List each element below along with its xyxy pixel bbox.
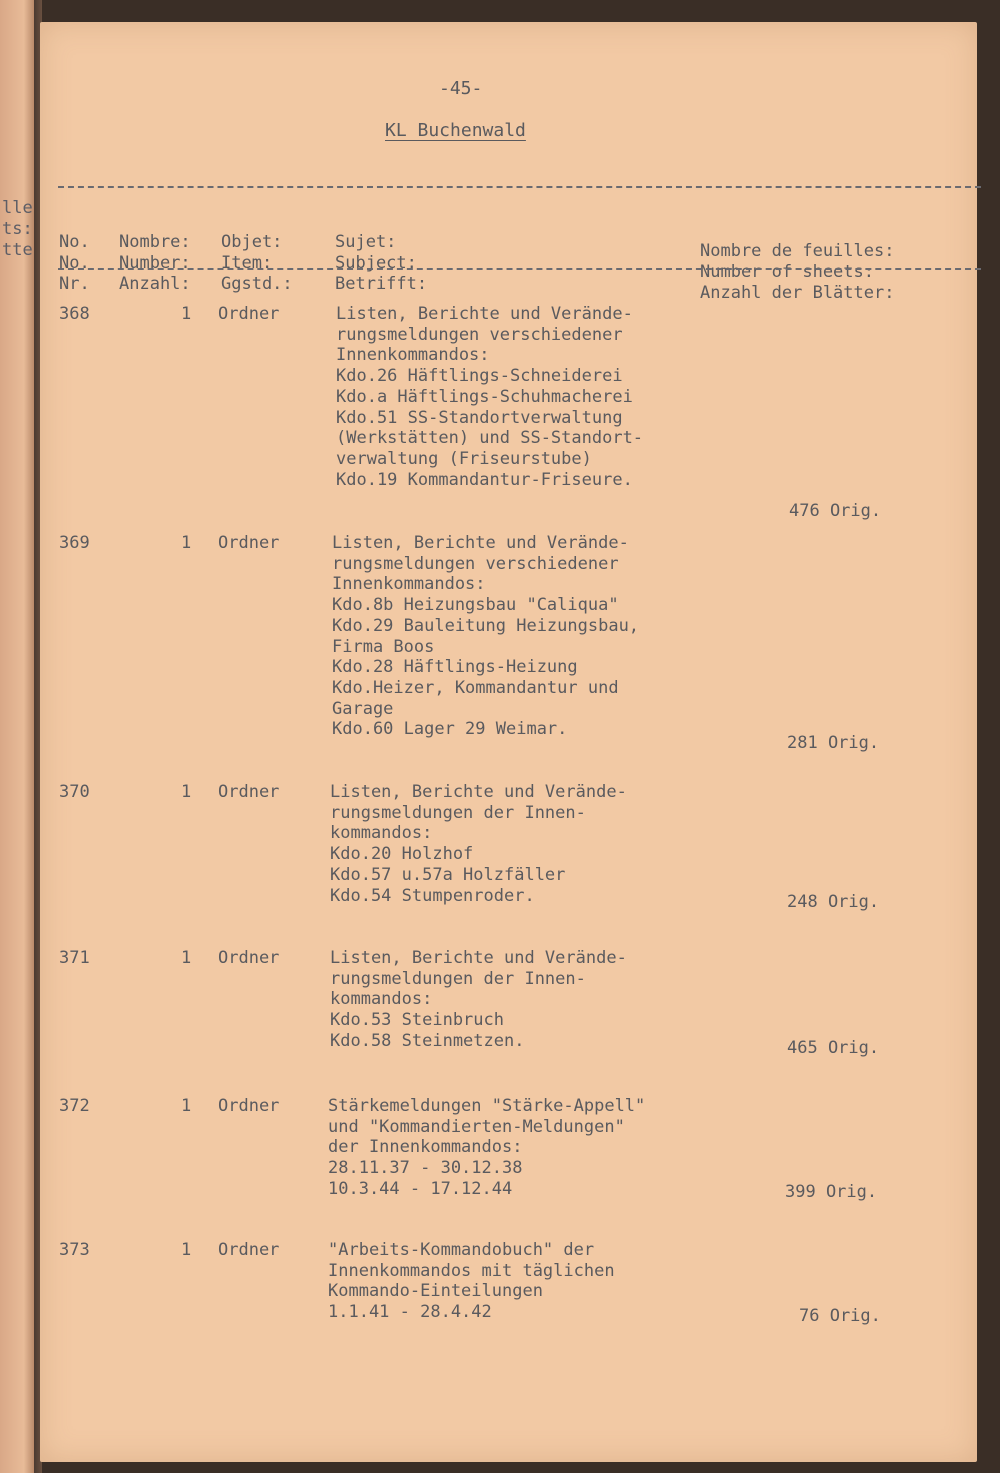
header-col-count: Nombre: Number: Anzahl: (119, 232, 191, 294)
entry-item: Ordner (218, 782, 280, 802)
page-title: KL Buchenwald (385, 120, 526, 141)
entry-count: 1 (181, 533, 192, 553)
header-col-no: No. No. Nr. (59, 232, 90, 294)
header-col-sheets: Nombre de feuilles: Number of sheets: Anzahl der Blätter: (700, 241, 895, 303)
left-page-edge (0, 0, 34, 1473)
entry-sheets: 76 Orig. (799, 1306, 881, 1326)
entry-item: Ordner (218, 948, 280, 968)
entry-number: 369 (59, 533, 90, 553)
entry-number: 373 (59, 1240, 90, 1260)
entry-sheets: 248 Orig. (787, 892, 880, 912)
entry-item: Ordner (218, 1096, 280, 1116)
header-col-subject: Sujet: Subject: Betrifft: (335, 232, 428, 294)
entry-count: 1 (181, 948, 192, 968)
header-top-rule (58, 186, 981, 188)
left-page-fragment: ts: (2, 219, 33, 239)
entry-number: 368 (59, 304, 90, 324)
entry-sheets: 465 Orig. (787, 1038, 880, 1058)
entry-subject: Listen, Berichte und Verände- rungsmeldungen verschiedener Innenkommandos: Kdo.8b Heizungsbau "Caliqua" Kdo.29 Bauleitung Heizungsbau, Firma Boos Kdo.28 Häftlings-Heizung Kdo.Heizer, Kommandantur und Garage Kdo.60 Lager 29 Weimar. (332, 533, 640, 740)
entry-number: 371 (59, 948, 90, 968)
entry-subject: Stärkemeldungen "Stärke-Appell" und "Kommandierten-Meldungen" der Innenkommandos: 28.11.37 - 30.12.38 10.3.44 - 17.12.44 (328, 1096, 646, 1199)
entry-number: 370 (59, 782, 90, 802)
page-number: -45- (439, 78, 483, 99)
entry-count: 1 (181, 1096, 192, 1116)
entry-item: Ordner (218, 304, 280, 324)
entry-subject: Listen, Berichte und Verände- rungsmeldungen der Innen- kommandos: Kdo.53 Steinbruch Kdo.58 Steinmetzen. (330, 948, 627, 1051)
header-col-item: Objet: Item: Ggstd.: (221, 232, 293, 294)
entry-sheets: 476 Orig. (789, 501, 882, 521)
entry-item: Ordner (218, 1240, 280, 1260)
document-page (40, 22, 977, 1462)
entry-count: 1 (181, 304, 192, 324)
left-page-fragment: lle (2, 198, 33, 218)
entry-count: 1 (181, 782, 192, 802)
entry-sheets: 281 Orig. (787, 733, 880, 753)
entry-number: 372 (59, 1096, 90, 1116)
entry-subject: Listen, Berichte und Verände- rungsmeldungen der Innen- kommandos: Kdo.20 Holzhof Kdo.57 u.57a Holzfäller Kdo.54 Stumpenroder. (330, 782, 627, 906)
header-bottom-rule (58, 268, 981, 270)
entry-count: 1 (181, 1240, 192, 1260)
entry-subject: "Arbeits-Kommandobuch" der Innenkommandos mit täglichen Kommando-Einteilungen 1.1.41 - 28.4.42 (328, 1240, 615, 1323)
entry-sheets: 399 Orig. (785, 1182, 878, 1202)
left-page-fragment: tte (2, 240, 33, 260)
entry-item: Ordner (218, 533, 280, 553)
entry-subject: Listen, Berichte und Verände- rungsmeldungen verschiedener Innenkommandos: Kdo.26 Häftlings-Schneiderei Kdo.a Häftlings-Schuhmacherei Kdo.51 SS-Standortverwaltung (Werkstätten) und SS-Standort- verwaltung (Friseurstube) Kdo.19 Kommandantur-Friseure. (336, 304, 644, 490)
